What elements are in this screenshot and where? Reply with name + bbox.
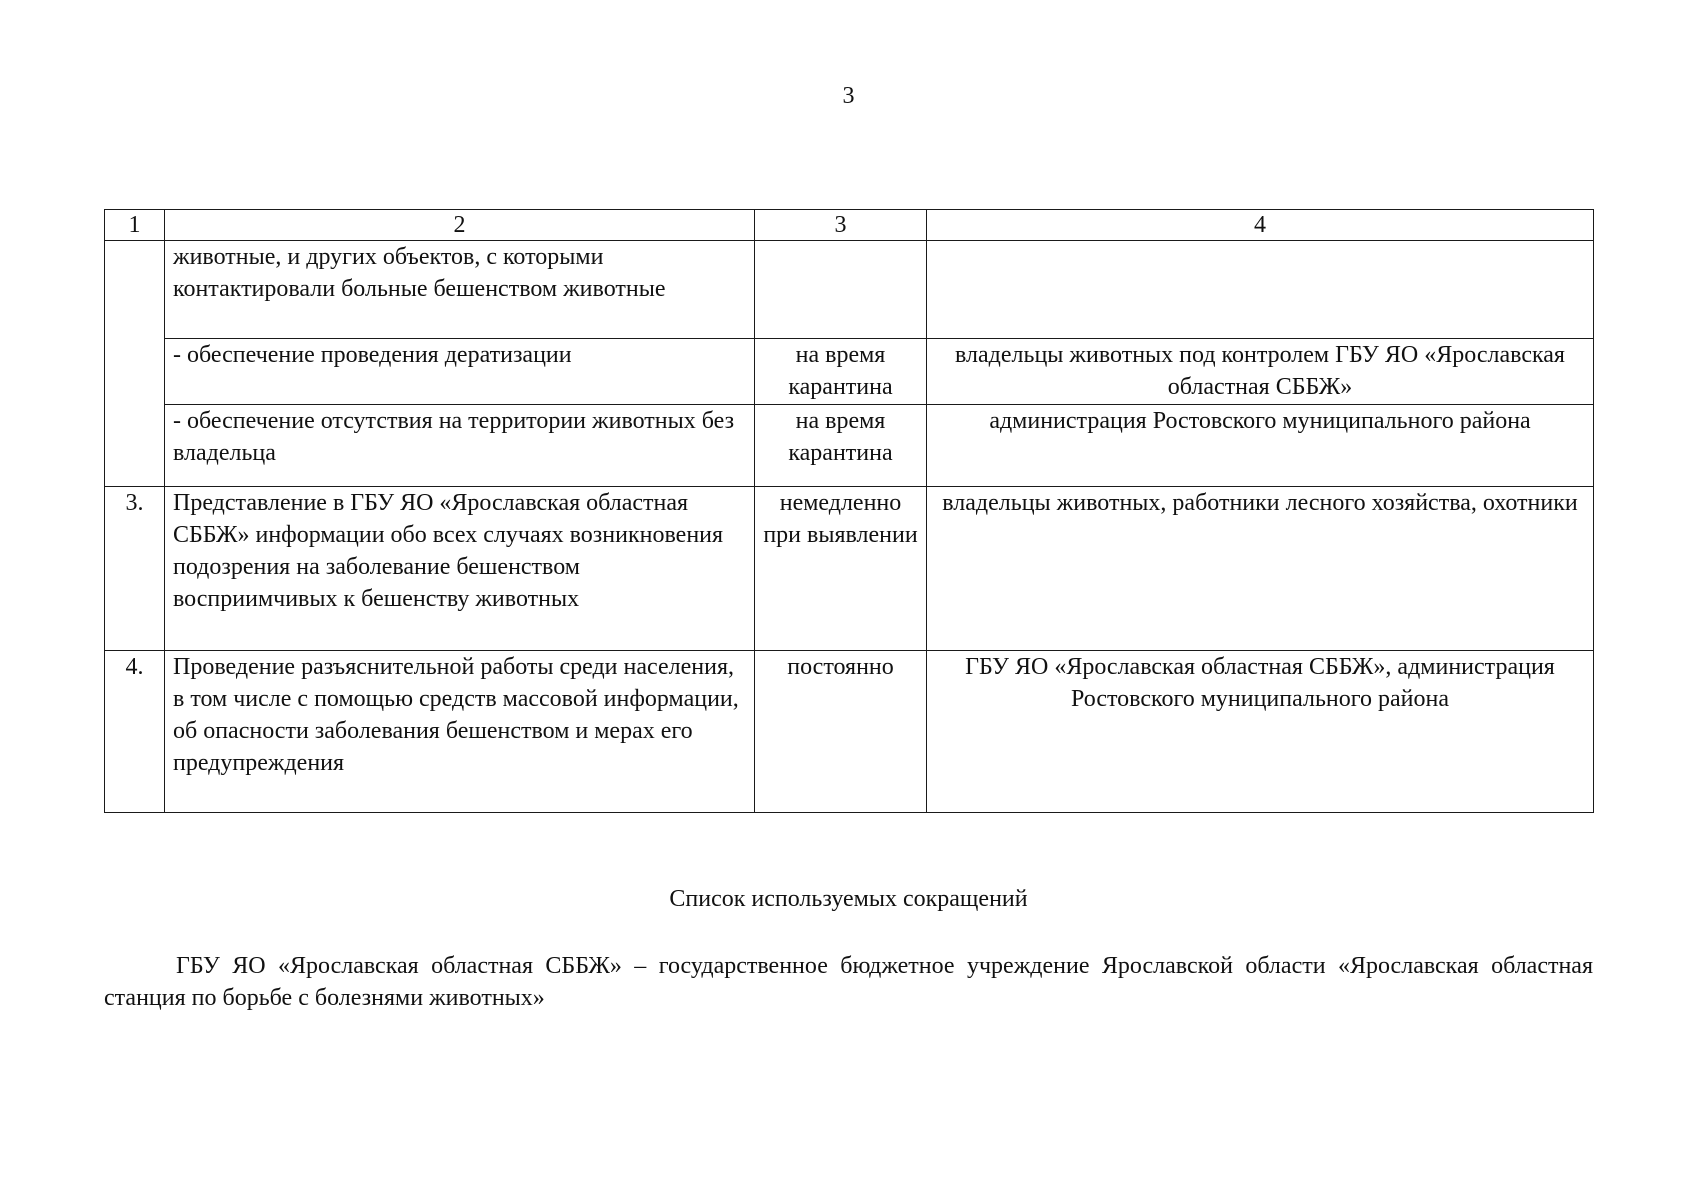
- measures-table: [104, 209, 1594, 813]
- row-action: - обеспечение отсутствия на территории животных без владельца: [165, 405, 755, 487]
- row-number: 4.: [105, 651, 165, 813]
- row-deadline: постоянно: [755, 651, 927, 813]
- row-deadline: на время карантина: [755, 339, 927, 405]
- row-action: животные, и других объектов, с которыми контактировали больные бешенством животные: [165, 241, 755, 339]
- table-row: [105, 405, 1594, 487]
- row-executor: администрация Ростовского муниципального района: [927, 405, 1594, 487]
- row-deadline: [755, 241, 927, 339]
- table-header-row: [105, 210, 1594, 241]
- row-executor: [927, 241, 1594, 339]
- row-deadline: на время карантина: [755, 405, 927, 487]
- row-number: 3.: [105, 487, 165, 651]
- header-cell: 1: [105, 210, 165, 241]
- row-executor: владельцы животных, работники лесного хозяйства, охотники: [927, 487, 1594, 651]
- abbreviations-title: Список используемых сокращений: [669, 886, 1028, 912]
- table-row: [105, 487, 1594, 651]
- table-row: [105, 651, 1594, 813]
- row-action: Представление в ГБУ ЯО «Ярославская областная СББЖ» информации обо всех случаях возникновения подозрения на заболевание бешенством восприимчивых к бешенству животных: [165, 487, 755, 651]
- row-executor: ГБУ ЯО «Ярославская областная СББЖ», администрация Ростовского муниципального района: [927, 651, 1594, 813]
- row-number: [105, 405, 165, 487]
- row-number: [105, 339, 165, 405]
- row-action: Проведение разъяснительной работы среди населения, в том числе с помощью средств массовой информации, об опасности заболевания бешенством и мерах его предупреждения: [165, 651, 755, 813]
- abbreviations-text: ГБУ ЯО «Ярославская областная СББЖ» – государственное бюджетное учреждение Ярославской области «Ярославская областная станция по борьбе с болезнями животных»: [104, 953, 1593, 1011]
- row-action: - обеспечение проведения дератизации: [165, 339, 755, 405]
- table-row: [105, 339, 1594, 405]
- header-cell: 4: [927, 210, 1594, 241]
- row-executor: владельцы животных под контролем ГБУ ЯО «Ярославская областная СББЖ»: [927, 339, 1594, 405]
- row-number: [105, 241, 165, 339]
- row-deadline: немедленно при выявлении: [755, 487, 927, 651]
- page-number: 3: [842, 83, 855, 109]
- header-cell: 3: [755, 210, 927, 241]
- header-cell: 2: [165, 210, 755, 241]
- table-row: [105, 241, 1594, 339]
